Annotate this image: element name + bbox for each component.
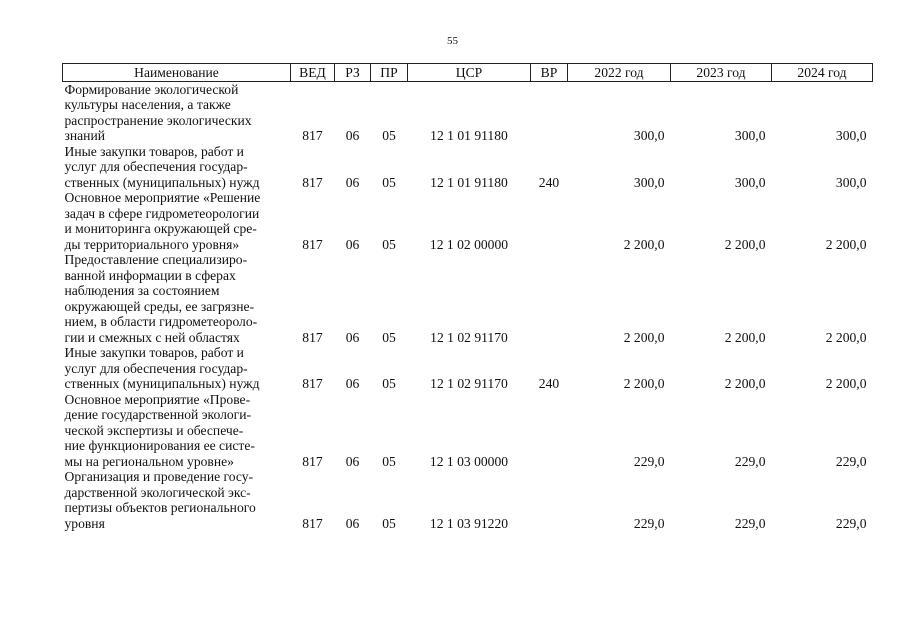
cell-2022: 300,0 — [633, 128, 665, 143]
name-line: Предоставление специализиро- — [64, 252, 248, 267]
cell-pr: 05 — [382, 515, 396, 531]
cell-pr: 05 — [382, 329, 396, 345]
cell-2023: 2 200,0 — [724, 329, 766, 345]
cell-vr — [531, 469, 568, 531]
cell-2024: 229,0 — [835, 453, 867, 469]
table-row — [63, 392, 873, 470]
cell-2022: 229,0 — [633, 453, 665, 469]
cell-ved: 817 — [302, 174, 323, 190]
table-header-row — [63, 64, 873, 82]
cell-2022: 300,0 — [633, 174, 665, 190]
table-body — [63, 81, 873, 531]
cell-2022: 229,0 — [633, 515, 665, 531]
column-header-pr: ПР — [371, 64, 408, 82]
cell-ved: 817 — [302, 236, 323, 252]
cell-rz: 06 — [345, 329, 360, 345]
cell-ved: 817 — [302, 329, 323, 345]
cell-csr: 12 1 01 91180 — [430, 174, 508, 190]
name-line: Основное мероприятие «Прове- — [64, 391, 251, 407]
column-header-2023: 2023 год — [671, 64, 772, 82]
cell-2022: 2 200,0 — [623, 376, 665, 391]
cell-2022: 2 200,0 — [623, 236, 665, 252]
cell-pr: 05 — [382, 453, 396, 469]
name-line: окружающей среды, ее загрязне- — [64, 298, 255, 314]
cell-name — [63, 469, 291, 531]
table-row — [63, 469, 873, 531]
name-line: Иные закупки товаров, работ и — [64, 345, 244, 360]
column-header-vr: ВР — [531, 64, 568, 82]
cell-ved: 817 — [302, 128, 323, 143]
cell-csr: 12 1 02 91170 — [430, 376, 508, 391]
cell-name — [63, 190, 291, 252]
cell-name — [63, 345, 291, 392]
budget-table — [62, 63, 873, 531]
cell-name — [63, 392, 291, 470]
name-line: нием, в области гидрометеороло- — [64, 314, 258, 329]
cell-rz: 06 — [345, 236, 360, 252]
cell-rz: 06 — [345, 453, 360, 469]
column-header-2024: 2024 год — [772, 64, 873, 82]
name-line: дение государственной экологи- — [64, 407, 252, 422]
name-line: Организация и проведение госу- — [64, 469, 254, 484]
cell-vr: 240 — [538, 174, 560, 190]
name-line: услуг для обеспечения государ- — [64, 360, 248, 376]
cell-csr: 12 1 02 00000 — [429, 236, 509, 252]
cell-ved: 817 — [302, 515, 323, 531]
cell-rz: 06 — [345, 515, 360, 531]
name-line: мы на региональном уровне» — [64, 453, 234, 469]
cell-2023: 300,0 — [734, 174, 766, 190]
table-row — [63, 252, 873, 345]
page-number: 55 — [447, 35, 458, 47]
cell-pr: 05 — [382, 236, 396, 252]
cell-vr — [531, 190, 568, 252]
table-row — [63, 144, 873, 191]
cell-2023: 2 200,0 — [724, 376, 766, 391]
name-line: уровня — [64, 515, 105, 531]
column-header-csr: ЦСР — [408, 64, 531, 82]
name-line: ванной информации в сферах — [64, 267, 236, 283]
name-line: ственных (муниципальных) нужд — [64, 376, 260, 391]
cell-2022: 2 200,0 — [623, 329, 665, 345]
cell-2023: 2 200,0 — [724, 236, 766, 252]
name-line: Формирование экологической — [64, 81, 239, 97]
cell-2024: 2 200,0 — [825, 236, 867, 252]
name-line: знаний — [64, 128, 106, 143]
name-line: Основное мероприятие «Решение — [64, 190, 261, 205]
cell-name — [63, 252, 291, 345]
table-row — [63, 81, 873, 144]
cell-vr — [531, 392, 568, 470]
name-line: ние функционирования ее систе- — [64, 438, 255, 453]
name-line: ды территориального уровня» — [64, 236, 240, 252]
cell-2023: 300,0 — [734, 128, 766, 143]
name-line: культуры населения, а также — [64, 97, 231, 112]
cell-2023: 229,0 — [734, 515, 766, 531]
cell-pr: 05 — [382, 128, 396, 143]
cell-2024: 300,0 — [835, 128, 867, 143]
column-header-name: Наименование — [63, 64, 291, 82]
cell-csr: 12 1 03 91220 — [429, 515, 509, 531]
cell-rz: 06 — [345, 376, 360, 391]
cell-rz: 06 — [345, 174, 360, 190]
name-line: дарственной экологической экс- — [64, 484, 251, 500]
cell-2024: 2 200,0 — [825, 329, 867, 345]
name-line: гии и смежных с ней областях — [64, 329, 240, 345]
name-line: услуг для обеспечения государ- — [64, 159, 248, 174]
cell-2024: 229,0 — [835, 515, 867, 531]
name-line: пертизы объектов регионального — [64, 500, 256, 515]
table-row — [63, 190, 873, 252]
name-line: наблюдения за состоянием — [64, 283, 220, 298]
cell-csr: 12 1 02 91170 — [430, 329, 508, 345]
cell-pr: 05 — [382, 174, 396, 190]
cell-vr — [531, 252, 568, 345]
name-line: ческой экспертизы и обеспече- — [64, 422, 244, 438]
cell-csr: 12 1 01 91180 — [430, 128, 508, 143]
name-line: Иные закупки товаров, работ и — [64, 143, 244, 159]
cell-rz: 06 — [345, 128, 360, 143]
cell-ved: 817 — [302, 453, 323, 469]
name-line: ственных (муниципальных) нужд — [64, 174, 260, 190]
cell-pr: 05 — [382, 376, 396, 391]
cell-2024: 2 200,0 — [825, 376, 867, 391]
column-header-rz: РЗ — [335, 64, 371, 82]
name-line: задач в сфере гидрометеорологии — [64, 205, 260, 221]
cell-csr: 12 1 03 00000 — [429, 453, 509, 469]
column-header-ved: ВЕД — [291, 64, 335, 82]
cell-vr — [531, 81, 568, 144]
cell-2023: 229,0 — [734, 453, 766, 469]
cell-name — [63, 144, 291, 191]
name-line: и мониторинга окружающей сре- — [64, 221, 257, 236]
cell-name — [63, 81, 291, 144]
cell-vr: 240 — [538, 376, 560, 391]
name-line: распространение экологических — [64, 112, 252, 128]
cell-2024: 300,0 — [835, 174, 867, 190]
column-header-2022: 2022 год — [568, 64, 671, 82]
table-row — [63, 345, 873, 392]
cell-ved: 817 — [302, 376, 323, 391]
